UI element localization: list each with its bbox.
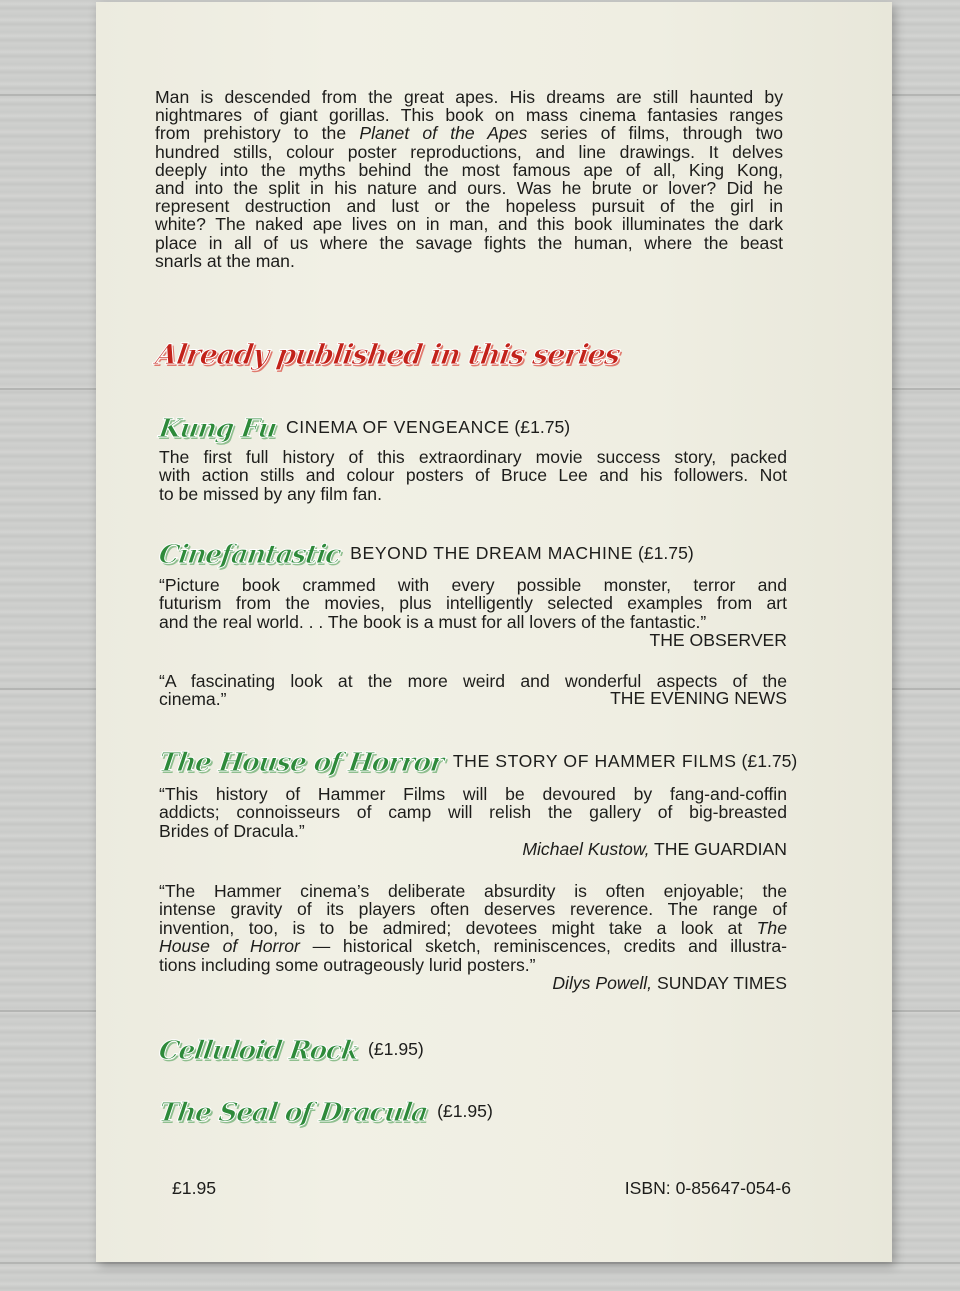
- quote-line: addicts; connoisseurs of camp will relish the gallery of big-breasted: [159, 802, 787, 823]
- book-price: (£1.95): [368, 1039, 424, 1059]
- quote-line: futurism from the movies, plus intelligently selected examples from art: [159, 593, 787, 614]
- quote-source: THE GUARDIAN: [654, 839, 787, 860]
- blurb-line: deeply into the myths behind the most famous ape of all, King Kong,: [155, 159, 783, 180]
- blurb-line: snarls at the man.: [155, 250, 295, 271]
- book-subtitle: THE STORY OF HAMMER FILMS: [452, 751, 737, 771]
- book-description: [159, 448, 787, 503]
- series-heading: Already published in this series: [153, 338, 622, 371]
- book-title-house-of-horror: [156, 748, 798, 778]
- quote-line: intense gravity of its players often deserves reverence. The range of: [159, 899, 787, 920]
- book-price: (£1.95): [437, 1101, 493, 1121]
- desc-line: The first full history of this extraordinary movie success story, packed: [159, 447, 787, 467]
- book-logo: The House of Horror: [156, 748, 445, 778]
- quote-line: “Picture book crammed with every possible monster, terror and: [159, 575, 787, 595]
- book-subtitle: BEYOND THE DREAM MACHINE: [350, 543, 634, 563]
- isbn: ISBN: 0-85647-054-6: [624, 1178, 791, 1198]
- quote-attribution: [159, 840, 787, 858]
- review-quote: [159, 882, 787, 992]
- quote-attribution: [159, 974, 787, 992]
- book-subtitle: CINEMA OF VENGEANCE: [285, 417, 510, 437]
- blurb: [155, 88, 783, 270]
- review-quote: [159, 672, 787, 709]
- review-quote: [159, 785, 787, 859]
- book-price: (£1.75): [514, 417, 571, 437]
- quote-line: House of Horror — historical sketch, reminiscences, credits and illustra-: [159, 936, 787, 957]
- book-logo: Celluloid Rock: [156, 1036, 361, 1066]
- quote-line: tions including some outrageously lurid posters.”: [159, 954, 536, 975]
- book-title-cinefantastic: [156, 540, 694, 570]
- cover-price: £1.95: [172, 1178, 217, 1198]
- book-price: (£1.75): [741, 751, 798, 771]
- quote-source: SUNDAY TIMES: [656, 973, 787, 994]
- blurb-line: place in all of us where the savage fights the human, where the beast: [155, 232, 783, 253]
- book-logo: Kung Fu: [156, 414, 279, 444]
- quote-line: and the real world. . . The book is a must for all lovers of the fantastic.”: [159, 611, 707, 632]
- book-price: (£1.75): [637, 543, 694, 563]
- quote-line: cinema.”: [159, 689, 227, 710]
- quote-source: THE EVENING NEWS: [610, 688, 787, 709]
- blurb-line: hundred stills, colour poster reproductions, and line drawings. It delves: [155, 141, 783, 162]
- book-back-cover: [96, 2, 892, 1262]
- quote-line: “A fascinating look at the more weird and wonderful aspects of the: [159, 671, 787, 691]
- quote-source: THE OBSERVER: [649, 630, 787, 651]
- blurb-line: nightmares of giant gorillas. This book on mass cinema fantasies ranges: [155, 105, 783, 126]
- blurb-line: and into the split in his nature and ours. Was he brute or lover? Did he: [155, 178, 783, 199]
- desc-line: with action stills and colour posters of Bruce Lee and his followers. Not: [159, 465, 787, 486]
- book-logo: The Seal of Dracula: [156, 1098, 430, 1128]
- blurb-line: represent destruction and lust or the hopeless pursuit of the girl in: [155, 196, 783, 217]
- blurb-line: white? The naked ape lives on in man, and this book illuminates the dark: [155, 214, 783, 235]
- blurb-line: Man is descended from the great apes. His dreams are still haunted by: [155, 87, 783, 107]
- quote-line: invention, too, is to be admired; devotees might take a look at The: [159, 917, 787, 938]
- quote-line: “This history of Hammer Films will be devoured by fang-and-coffin: [159, 784, 787, 804]
- desc-line: to be missed by any film fan.: [159, 483, 382, 504]
- review-quote: [159, 576, 787, 650]
- book-logo: Cinefantastic: [156, 540, 343, 570]
- book-title-celluloid-rock: [156, 1036, 424, 1066]
- blurb-line: from prehistory to the Planet of the Apes series of films, through two: [155, 123, 783, 144]
- quote-line: “The Hammer cinema’s deliberate absurdity is often enjoyable; the: [159, 881, 787, 901]
- book-title-kung-fu: [156, 414, 571, 444]
- book-title-seal-of-dracula: [156, 1098, 493, 1128]
- quote-author: Michael Kustow,: [522, 839, 650, 860]
- quote-author: Dilys Powell,: [552, 973, 653, 994]
- quote-line: Brides of Dracula.”: [159, 820, 305, 841]
